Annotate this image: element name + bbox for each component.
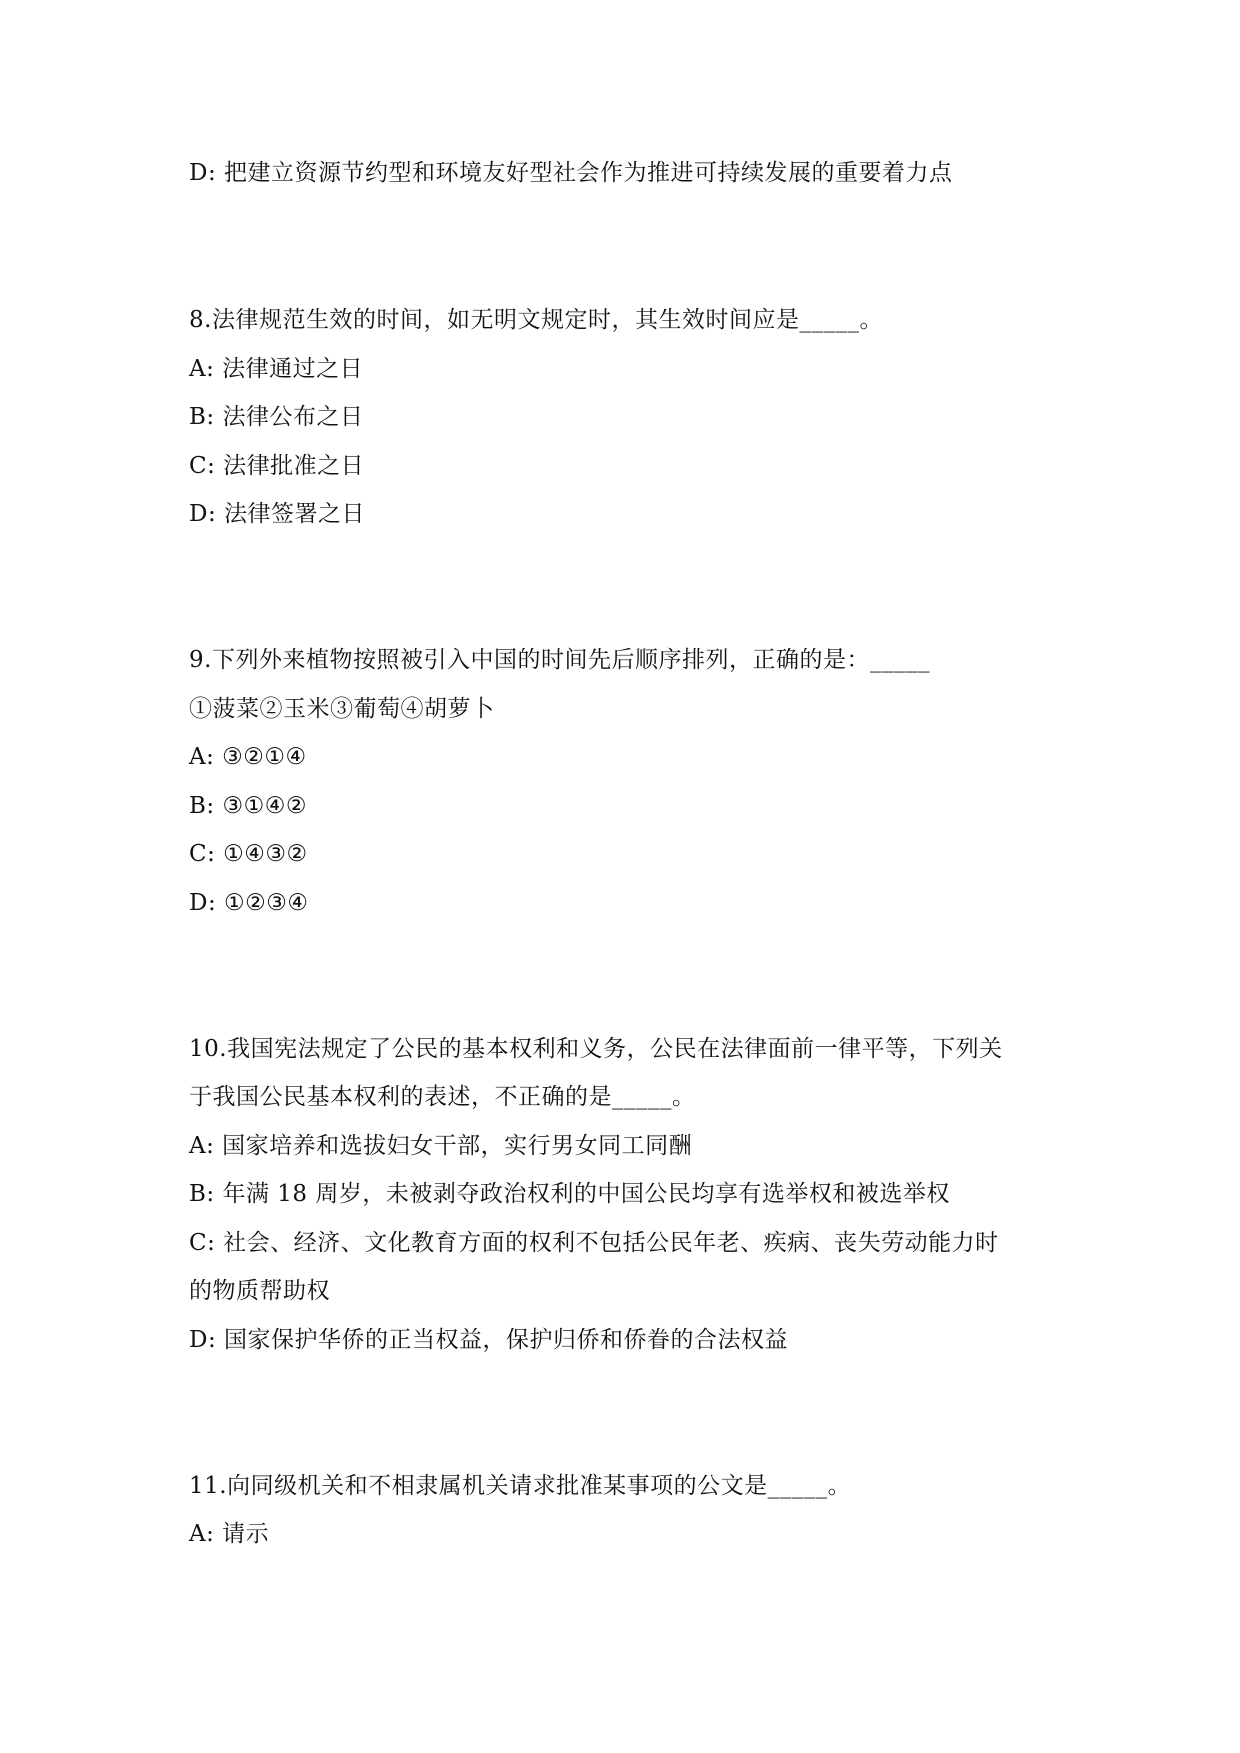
q10-question-line1: 10.我国宪法规定了公民的基本权利和义务，公民在法律面前一律平等，下列关	[189, 1036, 1003, 1062]
q11-option-a: A: 请示	[189, 1521, 270, 1547]
q9-question: 9.下列外来植物按照被引入中国的时间先后顺序排列，正确的是：_____	[189, 647, 930, 673]
q8-option-a: A: 法律通过之日	[189, 356, 364, 382]
q9-option-c: C: ①④③②	[189, 841, 308, 867]
q10-option-c-continued: 的物质帮助权	[189, 1278, 330, 1304]
q11-question: 11.向同级机关和不相隶属机关请求批准某事项的公文是_____。	[189, 1473, 852, 1499]
q9-option-b: B: ③①④②	[189, 793, 307, 819]
q10-option-b: B: 年满 18 周岁，未被剥夺政治权利的中国公民均享有选举权和被选举权	[189, 1181, 950, 1207]
q8-option-b: B: 法律公布之日	[189, 404, 364, 430]
q8-question: 8.法律规范生效的时间，如无明文规定时，其生效时间应是_____。	[189, 307, 883, 333]
q7-option-d: D: 把建立资源节约型和环境友好型社会作为推进可持续发展的重要着力点	[189, 160, 953, 186]
q9-option-a: A: ③②①④	[189, 744, 307, 770]
q10-option-c: C: 社会、经济、文化教育方面的权利不包括公民年老、疾病、丧失劳动能力时	[189, 1230, 999, 1256]
q9-option-d: D: ①②③④	[189, 890, 309, 916]
q10-question-line2: 于我国公民基本权利的表述，不正确的是_____。	[189, 1084, 696, 1110]
q10-option-a: A: 国家培养和选拔妇女干部，实行男女同工同酬	[189, 1133, 693, 1159]
q9-items: ①菠菜②玉米③葡萄④胡萝卜	[189, 696, 495, 722]
q8-option-d: D: 法律签署之日	[189, 501, 366, 527]
q8-option-c: C: 法律批准之日	[189, 453, 365, 479]
q10-option-d: D: 国家保护华侨的正当权益，保护归侨和侨眷的合法权益	[189, 1327, 789, 1353]
